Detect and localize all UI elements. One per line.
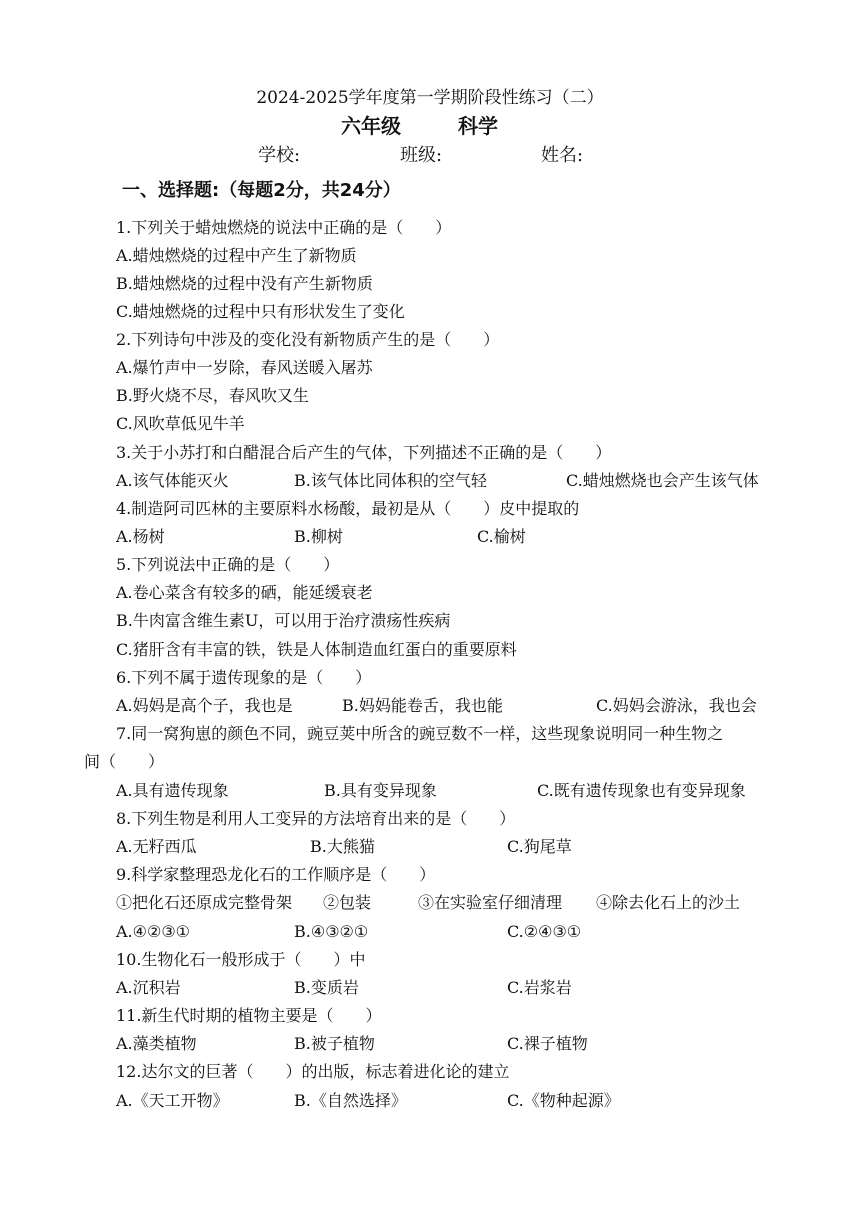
question-9-option-a: A.④②③① (116, 922, 191, 941)
question-10-option-a: A.沉积岩 (116, 978, 181, 997)
question-1-option-b: B.蜡烛燃烧的过程中没有产生新物质 (116, 274, 373, 293)
question-5-option-c: C.猪肝含有丰富的铁，铁是人体制造血红蛋白的重要原料 (116, 640, 517, 659)
question-7-option-a: A.具有遗传现象 (116, 781, 229, 800)
question-2-option-b: B.野火烧不尽，春风吹又生 (116, 386, 309, 405)
question-6-stem: 6.下列不属于遗传现象的是（ ） (116, 668, 372, 687)
question-9-step-4: ④除去化石上的沙土 (596, 893, 741, 912)
question-6-option-a: A.妈妈是高个子，我也是 (116, 696, 293, 715)
grade-label: 六年级 (341, 114, 401, 138)
question-9-stem: 9.科学家整理恐龙化石的工作顺序是（ ） (116, 865, 436, 884)
subject-label: 科学 (458, 114, 498, 138)
question-9-step-1: ①把化石还原成完整骨架 (116, 893, 293, 912)
question-3-stem: 3.关于小苏打和白醋混合后产生的气体，下列描述不正确的是（ ） (116, 443, 612, 462)
question-1-option-a: A.蜡烛燃烧的过程中产生了新物质 (116, 246, 357, 265)
question-2-option-a: A.爆竹声中一岁除，春风送暖入屠苏 (116, 358, 373, 377)
class-field-label: 班级: (400, 145, 443, 166)
question-3-option-c: C.蜡烛燃烧也会产生该气体 (566, 471, 759, 490)
question-5-option-a: A.卷心菜含有较多的硒，能延缓衰老 (116, 583, 373, 602)
name-field-label: 姓名: (541, 145, 584, 166)
question-7-stem-line2: 间（ ） (84, 752, 165, 771)
question-8-option-c: C.狗尾草 (507, 837, 572, 856)
question-10-option-c: C.岩浆岩 (507, 978, 572, 997)
question-4-option-b: B.柳树 (294, 527, 343, 546)
question-3-option-b: B.该气体比同体积的空气轻 (294, 471, 487, 490)
question-8-option-b: B.大熊猫 (310, 837, 375, 856)
question-11-option-a: A.藻类植物 (116, 1034, 197, 1053)
question-12-option-b: B.《自然选择》 (294, 1091, 407, 1110)
question-5-option-b: B.牛肉富含维生素U，可以用于治疗溃疡性疾病 (116, 611, 451, 630)
question-9-option-c: C.②④③① (507, 922, 582, 941)
question-12-stem: 12.达尔文的巨著（ ）的出版，标志着进化论的建立 (116, 1062, 510, 1081)
question-8-stem: 8.下列生物是利用人工变异的方法培育出来的是（ ） (116, 809, 516, 828)
question-6-option-b: B.妈妈能卷舌，我也能 (342, 696, 503, 715)
question-12-option-c: C.《物种起源》 (507, 1091, 620, 1110)
question-12-option-a: A.《天工开物》 (116, 1091, 229, 1110)
question-5-stem: 5.下列说法中正确的是（ ） (116, 555, 340, 574)
question-1-stem: 1.下列关于蜡烛燃烧的说法中正确的是（ ） (116, 218, 452, 237)
question-10-option-b: B.变质岩 (294, 978, 359, 997)
question-1-option-c: C.蜡烛燃烧的过程中只有形状发生了变化 (116, 302, 405, 321)
question-2-option-c: C.风吹草低见牛羊 (116, 414, 245, 433)
question-11-option-c: C.裸子植物 (507, 1034, 588, 1053)
question-10-stem: 10.生物化石一般形成于（ ）中 (116, 950, 366, 969)
question-4-option-a: A.杨树 (116, 527, 165, 546)
question-11-stem: 11.新生代时期的植物主要是（ ） (116, 1006, 382, 1025)
question-7-stem-line1: 7.同一窝狗崽的颜色不同，豌豆荚中所含的豌豆数不一样，这些现象说明同一种生物之 (116, 724, 724, 743)
question-11-option-b: B.被子植物 (294, 1034, 375, 1053)
page-title: 2024-2025学年度第一学期阶段性练习（二） (256, 88, 604, 108)
question-9-step-2: ②包装 (323, 893, 372, 912)
question-4-option-c: C.榆树 (477, 527, 526, 546)
question-8-option-a: A.无籽西瓜 (116, 837, 197, 856)
question-9-option-b: B.④③②① (294, 922, 369, 941)
question-3-option-a: A.该气体能灭火 (116, 471, 229, 490)
question-6-option-c: C.妈妈会游泳，我也会 (596, 696, 757, 715)
section-title: 一、选择题:（每题2分，共24分） (122, 180, 401, 201)
question-4-stem: 4.制造阿司匹林的主要原料水杨酸，最初是从（ ）皮中提取的 (116, 499, 580, 518)
school-field-label: 学校: (258, 145, 301, 166)
question-7-option-b: B.具有变异现象 (324, 781, 437, 800)
question-9-step-3: ③在实验室仔细清理 (418, 893, 563, 912)
question-2-stem: 2.下列诗句中涉及的变化没有新物质产生的是（ ） (116, 330, 500, 349)
question-7-option-c: C.既有遗传现象也有变异现象 (537, 781, 746, 800)
